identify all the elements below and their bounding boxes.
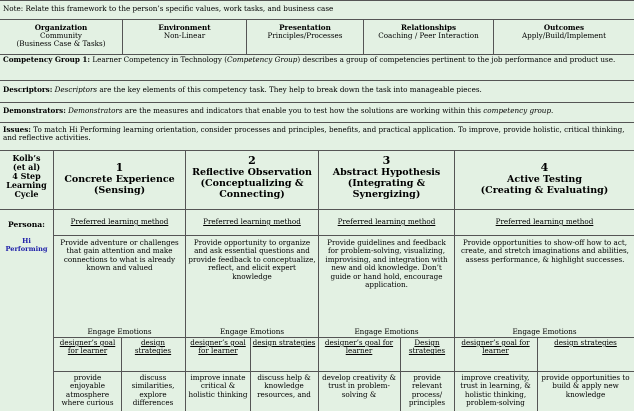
persona-hi: Hi (22, 236, 31, 245)
note-text: Note: Relate this framework to the person’s specific values, work tasks, and business case (3, 4, 334, 13)
design-strategies-label: design strategies (554, 338, 617, 347)
issues-row (0, 122, 634, 150)
divider (53, 235, 634, 236)
descriptors-italic: Descriptors (52, 85, 98, 94)
preferred-method-label: Preferred learning method (495, 217, 594, 226)
demonstrators-row (0, 102, 634, 122)
designer-goal-label: designer’s goal for learner (324, 338, 394, 356)
designer-goal-label: designer’s goal for learner (59, 338, 116, 356)
kolb-line: Learning (6, 180, 47, 190)
outcomes-label: Outcomes (543, 23, 585, 32)
kolb-grid (0, 150, 634, 411)
stage-subtitle: (Sensing) (93, 185, 146, 196)
stage-subtitle: (Integrating & (347, 178, 426, 189)
presentation-value: Principles/Processes (267, 31, 343, 41)
competency-text-a: Learner Competency in Technology ( (90, 55, 227, 64)
outcomes-cell (494, 20, 634, 54)
stage-4-header (455, 162, 634, 196)
method-text: Provide opportunity to organize and ask essential questions and provide feedback to conceptualize, reflect, and elicit expert knowledge (188, 238, 316, 281)
demonstrators-italic-b: competency group (483, 106, 552, 115)
design-strategy-text: discuss similarities, explore differences (131, 373, 175, 408)
stage-title: Concrete Experience (64, 174, 175, 185)
stage-2-header (186, 155, 318, 200)
demonstrators-text-a: are the measures and indicators that enable you to test how the solutions are working within this (122, 106, 484, 115)
stage-subtitle: (Creating & Evaluating) (480, 185, 609, 196)
design-strategy-text: provide opportunities to build & apply new knowledge (541, 373, 630, 399)
descriptors-row (0, 80, 634, 102)
method-text: Provide adventure or challenges that gain attention and make connections to what is already known and valued (60, 238, 179, 273)
persona-cell (0, 221, 53, 253)
stage-3-header (319, 155, 454, 200)
organization-cell (0, 20, 123, 54)
environment-label: Environment (158, 23, 211, 32)
relationships-value: Coaching / Peer Interaction (378, 31, 479, 41)
relationships-cell (364, 20, 494, 54)
stage-title: Active Testing (507, 174, 582, 185)
organization-value: Community (40, 31, 82, 41)
header-row (0, 19, 634, 54)
persona-label: Persona: (8, 220, 45, 229)
demonstrators-text-b: . (551, 106, 554, 115)
stage-subtitle: Connecting) (219, 189, 285, 200)
designer-goal-text: develop creativity & trust in problem-solving & (322, 373, 396, 399)
design-strategy-text: discuss help & knowledge resources, and (257, 373, 311, 399)
issues-label: Issues: (3, 125, 31, 134)
engage-emotions-label: Engage Emotions (87, 327, 152, 336)
organization-sub: (Business Case & Tasks) (16, 39, 106, 49)
descriptors-text: are the key elements of this competency task. They help to break down the task into manageable pieces. (97, 85, 482, 94)
relationships-label: Relationships (400, 23, 457, 32)
competency-label: Competency Group 1: (3, 55, 91, 64)
divider (400, 337, 401, 411)
engage-emotions-label: Engage Emotions (219, 327, 285, 336)
design-strategies-label: Design strategies (408, 338, 446, 356)
designer-goal-label: designer’s goal for learner (190, 338, 246, 356)
preferred-method-label: Preferred learning method (337, 217, 436, 226)
stage-subtitle: (Conceptualizing & (200, 178, 304, 189)
competency-row (0, 54, 634, 80)
organization-label: Organization (34, 23, 88, 32)
divider (250, 337, 251, 411)
divider (121, 337, 122, 411)
kolb-line: (et al) (12, 162, 41, 172)
descriptors-label: Descriptors: (3, 85, 53, 94)
divider (0, 209, 634, 210)
preferred-method-label: Preferred learning method (203, 217, 301, 226)
kolb-line: Kolb’s (12, 153, 41, 163)
designer-goal-text: provide enjoyable atmosphere where curious (61, 373, 114, 408)
stage-number: 1 (115, 161, 124, 174)
demonstrators-label: Demonstrators: (3, 106, 66, 115)
environment-value: Non-Linear (163, 31, 206, 41)
design-strategies-label: design strategies (252, 338, 316, 347)
designer-goal-text: improve creativity, trust in learning, & holistic thinking, problem-solving (460, 373, 531, 408)
stage-title: Abstract Hypothesis (332, 167, 441, 178)
stage-subtitle: Synergizing) (352, 189, 421, 200)
designer-goal-text: improve innate critical & holistic thinking (188, 373, 248, 399)
stage-number: 2 (248, 154, 256, 167)
method-text: Provide guidelines and feedback for problem-solving, visualizing, improvising, and integration with new and old knowledge. Don’t guide or hand hold, encourage application. (325, 238, 448, 290)
kolb-line: 4 Step (12, 171, 41, 181)
issues-text: To match Hi Performing learning orientation, consider processes and principles, benefits, and practical application. To improve, provide holistic, critical thinking, and reflective activities. (3, 125, 625, 143)
environment-cell (123, 20, 247, 54)
divider (537, 337, 538, 411)
outcomes-value: Apply/Build/Implement (521, 31, 607, 41)
preferred-method-label: Preferred learning method (70, 217, 169, 226)
competency-italic: Competency Group (227, 55, 298, 64)
stage-title: Reflective Observation (192, 167, 312, 178)
persona-performing: Performing (5, 244, 48, 253)
design-strategy-text: provide relevant process/ principles (408, 373, 446, 408)
presentation-label: Presentation (279, 23, 331, 32)
demonstrators-italic: Demonstrators (65, 106, 123, 115)
engage-emotions-label: Engage Emotions (354, 327, 419, 336)
method-text: Provide opportunities to show-off how to act, create, and stretch imaginations and abilities, assess performance, & highlight successes. (461, 238, 629, 264)
stage-number: 3 (382, 154, 391, 167)
presentation-cell (247, 20, 364, 54)
divider (53, 371, 634, 372)
stage-1-header (54, 162, 185, 196)
kolb-line: Cycle (14, 189, 39, 199)
design-strategies-label: design strategies (134, 338, 172, 356)
kolb-label (0, 154, 53, 199)
note-row (0, 0, 634, 19)
engage-emotions-label: Engage Emotions (512, 327, 577, 336)
stage-number: 4 (540, 161, 549, 174)
competency-text-b: ) describes a group of competencies pertinent to the job performance and product use. (297, 55, 616, 64)
designer-goal-label: designer’s goal for learner (461, 338, 530, 356)
